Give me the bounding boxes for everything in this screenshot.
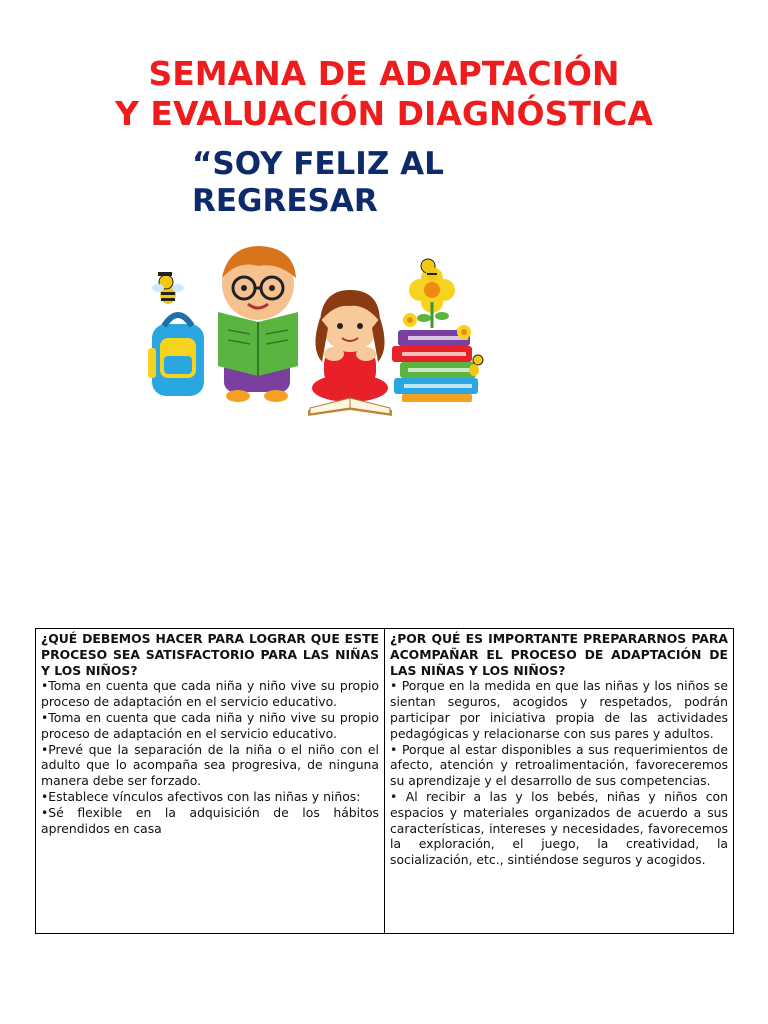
list-item: •Establece vínculos afectivos con las niñas y niños: [41,788,361,804]
list-item: •Sé flexible en la adquisición de los hábitos aprendidos en casa [41,804,379,836]
table-row [36,629,734,934]
open-book-icon [308,398,392,416]
backpack-icon [148,315,204,396]
page-title [0,54,768,134]
title-line-1: SEMANA DE ADAPTACIÓN [148,54,620,93]
girl-reading-icon [312,290,388,402]
left-question: ¿QUÉ DEBEMOS HACER PARA LOGRAR QUE ESTE PROCESO SEA SATISFACTORIO PARA LAS NIÑAS Y LOS NIÑOS? [41,631,379,678]
bee-icon [152,272,184,304]
list-item: • Porque en la medida en que las niñas y los niños se sientan seguros, acogidos y respetados, podrán participar por iniciativa propia de las actividades pedagógicas y relacionarse con sus pares y adultos. [390,678,728,741]
list-item: •Prevé que la separación de la niña o el niño con el adulto que lo acompaña sea progresiva, de ninguna manera debe ser forzado. [41,741,379,789]
subtitle-line-1: “SOY FELIZ AL [192,146,444,182]
list-item: • Al recibir a las y los bebés, niñas y niños con espacios y materiales organizados de acuerdo a sus características, intereses y necesidades, favorecemos la exploración, el juego, la creatividad, la socialización, etc., sintiéndose seguros y acogidos. [390,788,728,868]
title-line-2: Y EVALUACIÓN DIAGNÓSTICA [115,94,653,133]
list-item: •Toma en cuenta que cada niña y niño vive su propio proceso de adaptación en el servicio educativo. [41,709,379,741]
right-question: ¿POR QUÉ ES IMPORTANTE PREPARARNOS PARA ACOMPAÑAR EL PROCESO DE ADAPTACIÓN DE LAS NIÑAS Y LOS NIÑOS? [390,631,728,678]
right-column-cell [385,629,734,934]
left-column-cell [36,629,385,934]
page-subtitle [192,146,444,220]
children-reading-illustration [138,238,490,418]
boy-reading-icon [218,246,298,402]
subtitle-line-2: REGRESAR [192,183,378,219]
book-stack-icon [392,330,478,402]
list-item: •Toma en cuenta que cada niña y niño vive su propio proceso de adaptación en el servicio educativo. [41,678,379,710]
adaptation-info-table [35,628,734,934]
list-item: • Porque al estar disponibles a sus requerimientos de afecto, atención y retroalimentación, favoreceremos su aprendizaje y el desarrollo de sus competencias. [390,741,728,789]
